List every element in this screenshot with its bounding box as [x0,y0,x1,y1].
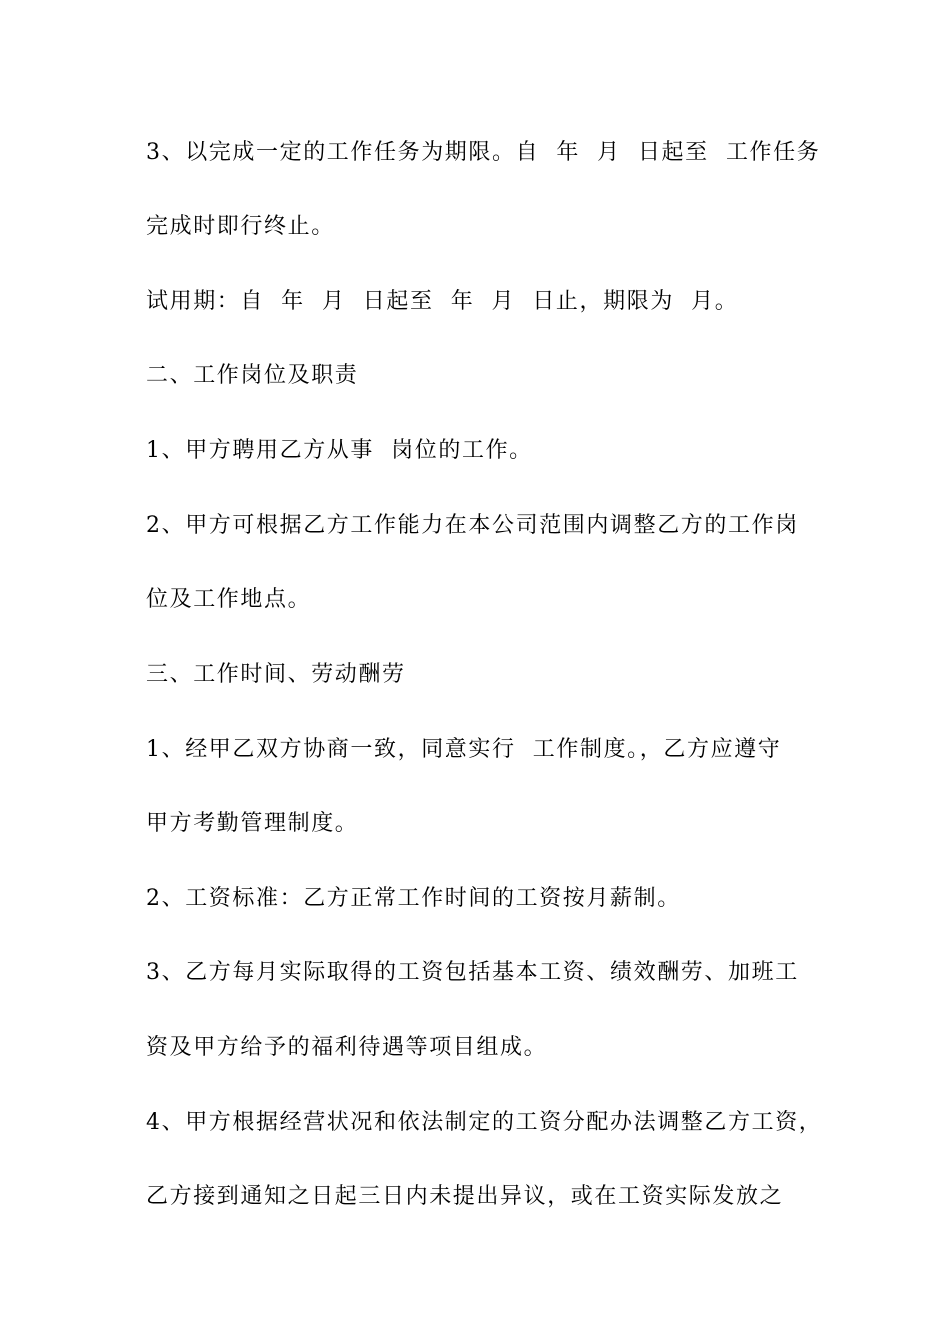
section-heading-3: 三、工作时间、劳动酬劳 [146,662,406,687]
text-line-15: 乙方接到通知之日起三日内未提出异议，或在工资实际发放之 [146,1184,784,1209]
text-line-1: 3、以完成一定的工作任务为期限。自 年 月 日起至 工作任务 [146,140,821,165]
section-heading-2: 二、工作岗位及职责 [146,363,359,388]
text-line-7: 位及工作地点。 [146,587,312,612]
text-line-12: 3、乙方每月实际取得的工资包括基本工资、绩效酬劳、加班工 [146,960,799,985]
text-line-5: 1、甲方聘用乙方从事 岗位的工作。 [146,438,533,463]
text-line-10: 甲方考勤管理制度。 [146,811,359,836]
text-line-11: 2、工资标准：乙方正常工作时间的工资按月薪制。 [146,886,681,911]
text-line-13: 资及甲方给予的福利待遇等项目组成。 [146,1035,548,1060]
text-line-2: 完成时即行终止。 [146,214,335,239]
text-line-6: 2、甲方可根据乙方工作能力在本公司范围内调整乙方的工作岗 [146,513,799,538]
text-line-9: 1、经甲乙双方协商一致，同意实行 工作制度。，乙方应遵守 [146,737,782,762]
text-line-3: 试用期：自 年 月 日起至 年 月 日止，期限为 月。 [146,289,739,314]
text-line-14: 4、甲方根据经营状况和依法制定的工资分配办法调整乙方工资， [146,1110,823,1135]
